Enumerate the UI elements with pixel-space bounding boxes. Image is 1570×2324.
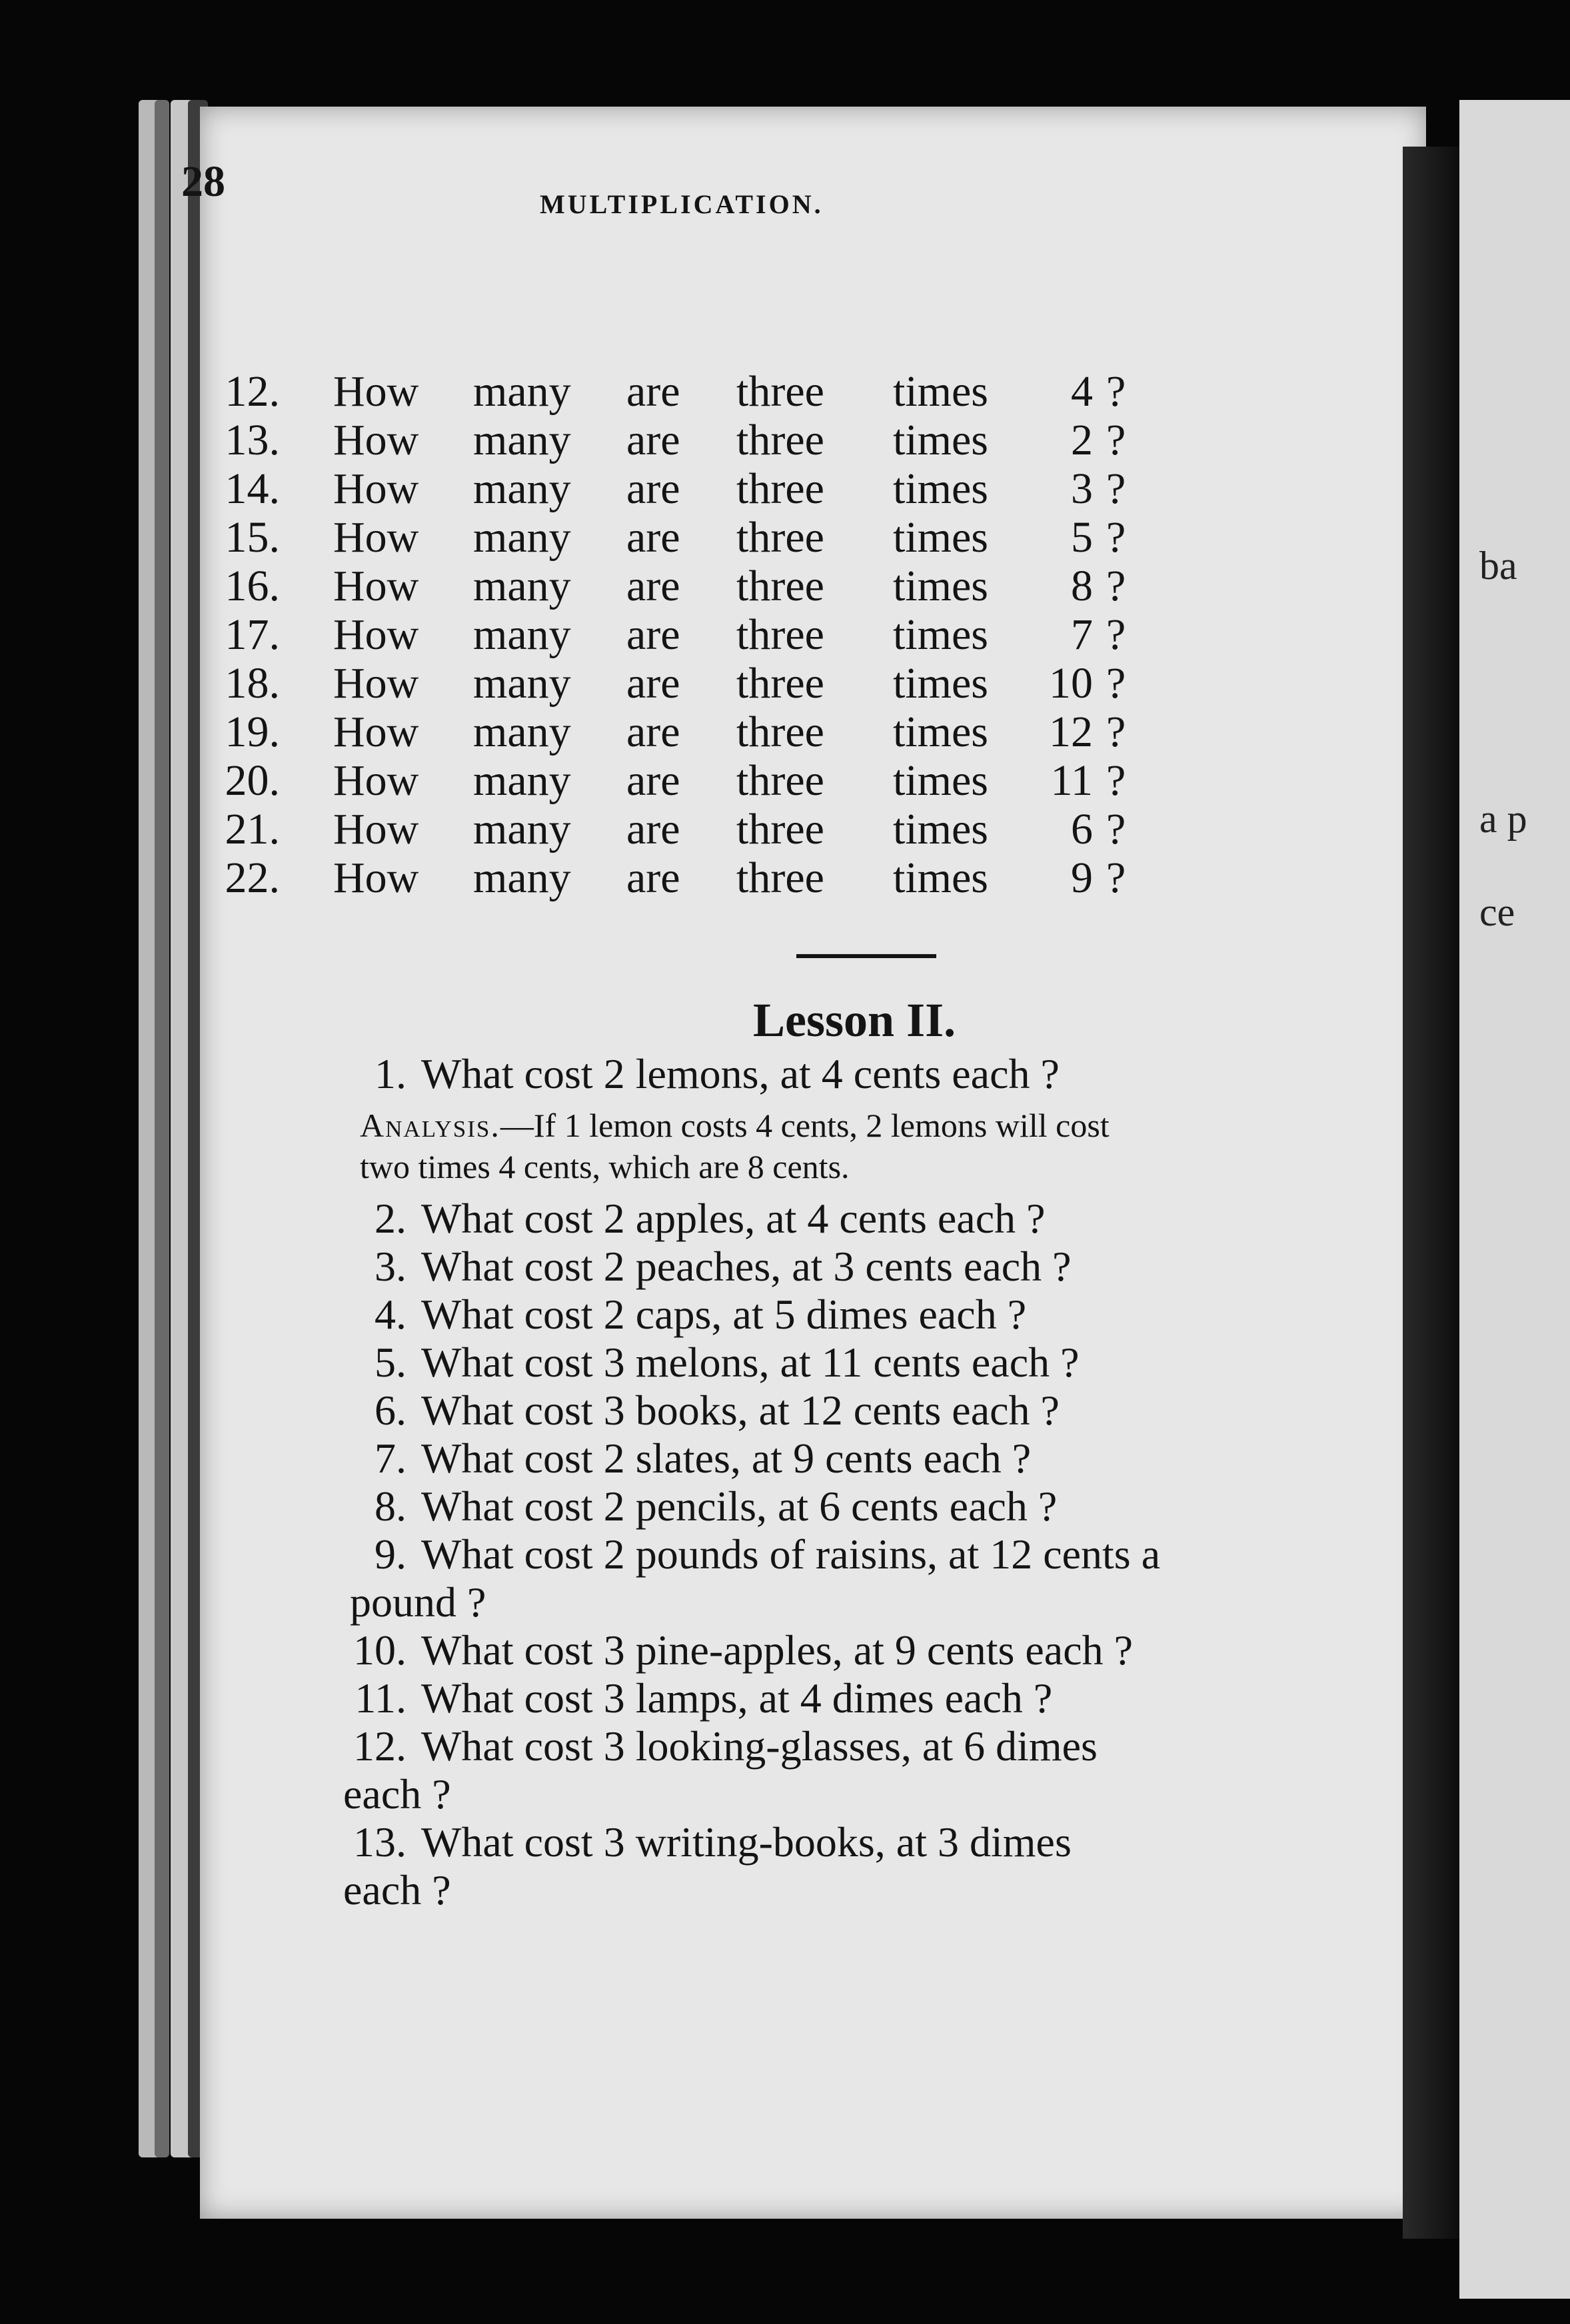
analysis-label: Analysis.	[360, 1107, 500, 1144]
drill-factor: 2	[1071, 416, 1093, 464]
drill-question-mark: ?	[1106, 659, 1126, 708]
drill-number: 22.	[225, 854, 280, 902]
problem-item	[307, 1194, 1046, 1243]
problem-text: What cost 2 pencils, at 6 cents each ?	[421, 1482, 1058, 1530]
drill-word: three	[736, 367, 824, 416]
drill-factor: 6	[1071, 805, 1093, 854]
drill-word: are	[626, 610, 680, 659]
problem-text: What cost 3 looking-glasses, at 6 dimes	[421, 1722, 1098, 1770]
adjacent-page-text: ba	[1479, 544, 1517, 588]
problem-continuation: each ?	[343, 1866, 451, 1914]
drill-word: are	[626, 708, 680, 756]
drill-factor: 3	[1071, 464, 1093, 513]
problem-text: What cost 3 pine-apples, at 9 cents each ?	[421, 1626, 1133, 1674]
problem-number: 2.	[375, 1195, 406, 1242]
problem-item	[307, 1386, 1060, 1435]
drill-word: How	[333, 854, 419, 902]
problem-text: What cost 3 melons, at 11 cents each ?	[421, 1339, 1080, 1386]
drill-question-mark: ?	[1106, 464, 1126, 513]
drill-word: are	[626, 854, 680, 902]
drill-question-mark: ?	[1106, 756, 1126, 805]
drill-word: many	[473, 708, 571, 756]
problem-text: What cost 2 peaches, at 3 cents each ?	[421, 1243, 1072, 1290]
drill-question-mark: ?	[1106, 416, 1126, 464]
drill-word: are	[626, 659, 680, 708]
problem-number: 6.	[375, 1387, 406, 1434]
drill-factor: 8	[1071, 562, 1093, 610]
section-divider	[796, 954, 936, 958]
drill-number: 15.	[225, 513, 280, 562]
drill-word: are	[626, 513, 680, 562]
drill-word: many	[473, 416, 571, 464]
drill-word: many	[473, 659, 571, 708]
drill-question-mark: ?	[1106, 854, 1126, 902]
drill-word: times	[893, 659, 988, 708]
drill-word: three	[736, 756, 824, 805]
drill-word: three	[736, 416, 824, 464]
drill-word: are	[626, 756, 680, 805]
problem-number: 7.	[375, 1435, 406, 1482]
drill-number: 14.	[225, 464, 280, 513]
problem-text: What cost 3 lamps, at 4 dimes each ?	[421, 1674, 1053, 1722]
drill-word: three	[736, 805, 824, 854]
drill-word: times	[893, 805, 988, 854]
drill-factor: 4	[1071, 367, 1093, 416]
drill-word: three	[736, 610, 824, 659]
drill-word: many	[473, 513, 571, 562]
problem-item	[307, 1626, 1133, 1675]
analysis-text: two times 4 cents, which are 8 cents.	[360, 1148, 850, 1185]
drill-word: many	[473, 854, 571, 902]
drill-word: three	[736, 562, 824, 610]
problem-number: 8.	[375, 1482, 406, 1530]
drill-number: 19.	[225, 708, 280, 756]
problem-continuation: pound ?	[350, 1578, 486, 1626]
drill-word: are	[626, 562, 680, 610]
drill-word: times	[893, 756, 988, 805]
drill-word: times	[893, 610, 988, 659]
drill-number: 21.	[225, 805, 280, 854]
drill-word: are	[626, 805, 680, 854]
drill-factor: 11	[1050, 756, 1093, 805]
adjacent-page-fragment	[1459, 100, 1570, 2299]
problem-text: What cost 3 books, at 12 cents each ?	[421, 1387, 1060, 1434]
problem-item	[307, 1049, 1060, 1099]
drill-word: times	[893, 513, 988, 562]
problem-item	[307, 1818, 1072, 1867]
analysis-note-continued	[360, 1147, 850, 1186]
drill-word: How	[333, 708, 419, 756]
drill-number: 12.	[225, 367, 280, 416]
drill-question-mark: ?	[1106, 708, 1126, 756]
drill-word: times	[893, 854, 988, 902]
drill-word: many	[473, 367, 571, 416]
problem-text: What cost 2 lemons, at 4 cents each ?	[421, 1050, 1060, 1097]
running-head: MULTIPLICATION.	[540, 189, 824, 219]
drill-number: 18.	[225, 659, 280, 708]
drill-question-mark: ?	[1106, 367, 1126, 416]
drill-word: How	[333, 464, 419, 513]
drill-factor: 12	[1049, 708, 1093, 756]
drill-word: are	[626, 464, 680, 513]
analysis-text: —If 1 lemon costs 4 cents, 2 lemons will cost	[500, 1107, 1110, 1144]
drill-word: How	[333, 416, 419, 464]
problem-number: 12.	[353, 1722, 406, 1770]
drill-word: How	[333, 659, 419, 708]
drill-word: three	[736, 464, 824, 513]
drill-factor: 9	[1071, 854, 1093, 902]
drill-word: How	[333, 367, 419, 416]
drill-word: How	[333, 610, 419, 659]
drill-word: many	[473, 562, 571, 610]
drill-factor: 7	[1071, 610, 1093, 659]
drill-word: times	[893, 708, 988, 756]
drill-word: How	[333, 805, 419, 854]
problem-number: 10.	[353, 1626, 406, 1674]
drill-question-mark: ?	[1106, 610, 1126, 659]
drill-number: 20.	[225, 756, 280, 805]
problem-item	[307, 1674, 1052, 1723]
drill-word: times	[893, 416, 988, 464]
drill-question-mark: ?	[1106, 562, 1126, 610]
problem-number: 5.	[375, 1339, 406, 1386]
adjacent-page-text: ce	[1479, 890, 1515, 934]
drill-word: times	[893, 464, 988, 513]
drill-factor: 10	[1049, 659, 1093, 708]
problem-number: 9.	[375, 1530, 406, 1578]
drill-word: many	[473, 805, 571, 854]
drill-number: 13.	[225, 416, 280, 464]
page-edge	[155, 100, 169, 2157]
drill-word: are	[626, 416, 680, 464]
problem-number: 3.	[375, 1243, 406, 1290]
problem-text: What cost 2 caps, at 5 dimes each ?	[421, 1291, 1027, 1338]
book-gutter	[1403, 147, 1463, 2239]
problem-number: 4.	[375, 1291, 406, 1338]
drill-number: 16.	[225, 562, 280, 610]
drill-question-mark: ?	[1106, 513, 1126, 562]
drill-number: 17.	[225, 610, 280, 659]
adjacent-page-text: a p	[1479, 797, 1527, 841]
drill-word: How	[333, 513, 419, 562]
drill-question-mark: ?	[1106, 805, 1126, 854]
problem-number: 1.	[375, 1050, 406, 1097]
drill-word: How	[333, 756, 419, 805]
problem-text: What cost 2 apples, at 4 cents each ?	[421, 1195, 1046, 1242]
problem-number: 13.	[353, 1818, 406, 1866]
problem-item	[307, 1434, 1031, 1483]
problem-continuation: each ?	[343, 1770, 451, 1818]
problem-text: What cost 2 pounds of raisins, at 12 cents a	[421, 1530, 1161, 1578]
drill-word: times	[893, 562, 988, 610]
drill-word: three	[736, 659, 824, 708]
drill-word: times	[893, 367, 988, 416]
lesson-title: Lesson II.	[753, 993, 956, 1047]
drill-word: three	[736, 513, 824, 562]
drill-word: are	[626, 367, 680, 416]
drill-factor: 5	[1071, 513, 1093, 562]
drill-word: many	[473, 756, 571, 805]
page-number: 28	[181, 157, 225, 206]
problem-item	[307, 1242, 1072, 1291]
analysis-note	[360, 1106, 1110, 1145]
problem-text: What cost 2 slates, at 9 cents each ?	[421, 1435, 1032, 1482]
problem-item	[307, 1482, 1057, 1531]
drill-word: three	[736, 854, 824, 902]
problem-number: 11.	[355, 1674, 406, 1722]
problem-text: What cost 3 writing-books, at 3 dimes	[421, 1818, 1072, 1866]
drill-word: many	[473, 464, 571, 513]
drill-word: three	[736, 708, 824, 756]
drill-word: many	[473, 610, 571, 659]
problem-item	[307, 1530, 1160, 1579]
problem-item	[307, 1290, 1026, 1339]
drill-word: How	[333, 562, 419, 610]
problem-item	[307, 1338, 1080, 1387]
problem-item	[307, 1722, 1098, 1771]
